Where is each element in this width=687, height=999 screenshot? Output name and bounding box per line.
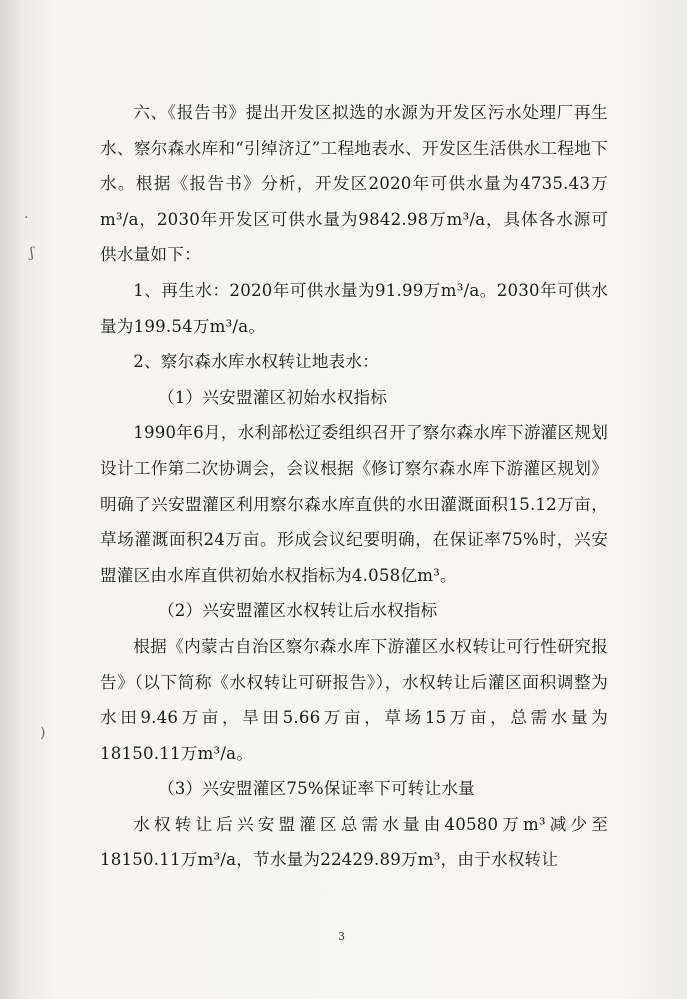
paragraph: 根据《内蒙古自治区察尔森水库下游灌区水权转让可行性研究报告》（以下简称《水权转让可研报告》），水权转让后灌区面积调整为水田9.46万亩，旱田5.66万亩，草场15万亩，总需水量为18150.11万m³/a。 <box>100 636 608 763</box>
paragraph: 六、《报告书》提出开发区拟选的水源为开发区污水处理厂再生水、察尔森水库和“引绰济辽”工程地表水、开发区生活供水工程地下水。根据《报告书》分析，开发区2020年可供水量为4735.43万m³/a，2030年开发区可供水量为9842.98万m³/a，具体各水源可供水量如下： <box>100 103 608 265</box>
paragraph: 水权转让后兴安盟灌区总需水量由40580万m³减少至18150.11万m³/a，节水量为22429.89万m³，由于水权转让 <box>100 814 608 870</box>
margin-mark: ) <box>40 725 46 741</box>
paragraph: 1990年6月，水利部松辽委组织召开了察尔森水库下游灌区规划设计工作第二次协调会，会议根据《修订察尔森水库下游灌区规划》明确了兴安盟灌区利用察尔森水库直供的水田灌溉面积15.12万亩，草场灌溉面积24万亩。形成会议纪要明确，在保证率75%时，兴安盟灌区由水库直供初始水权指标为4.058亿m³。 <box>100 423 608 585</box>
subheading: （3）兴安盟灌区75%保证率下可转让水量 <box>158 779 475 799</box>
subheading: （1）兴安盟灌区初始水权指标 <box>158 387 388 407</box>
margin-mark: · <box>24 210 29 226</box>
body-text <box>100 95 608 878</box>
paragraph: 1、再生水：2020年可供水量为91.99万m³/a。2030年可供水量为199.54万m³/a。 <box>100 280 608 336</box>
margin-mark: ʃ <box>30 245 34 261</box>
paragraph: 2、察尔森水库水权转让地表水： <box>133 352 380 372</box>
subheading: （2）兴安盟灌区水权转让后水权指标 <box>158 601 438 621</box>
page-number: 3 <box>338 930 345 943</box>
